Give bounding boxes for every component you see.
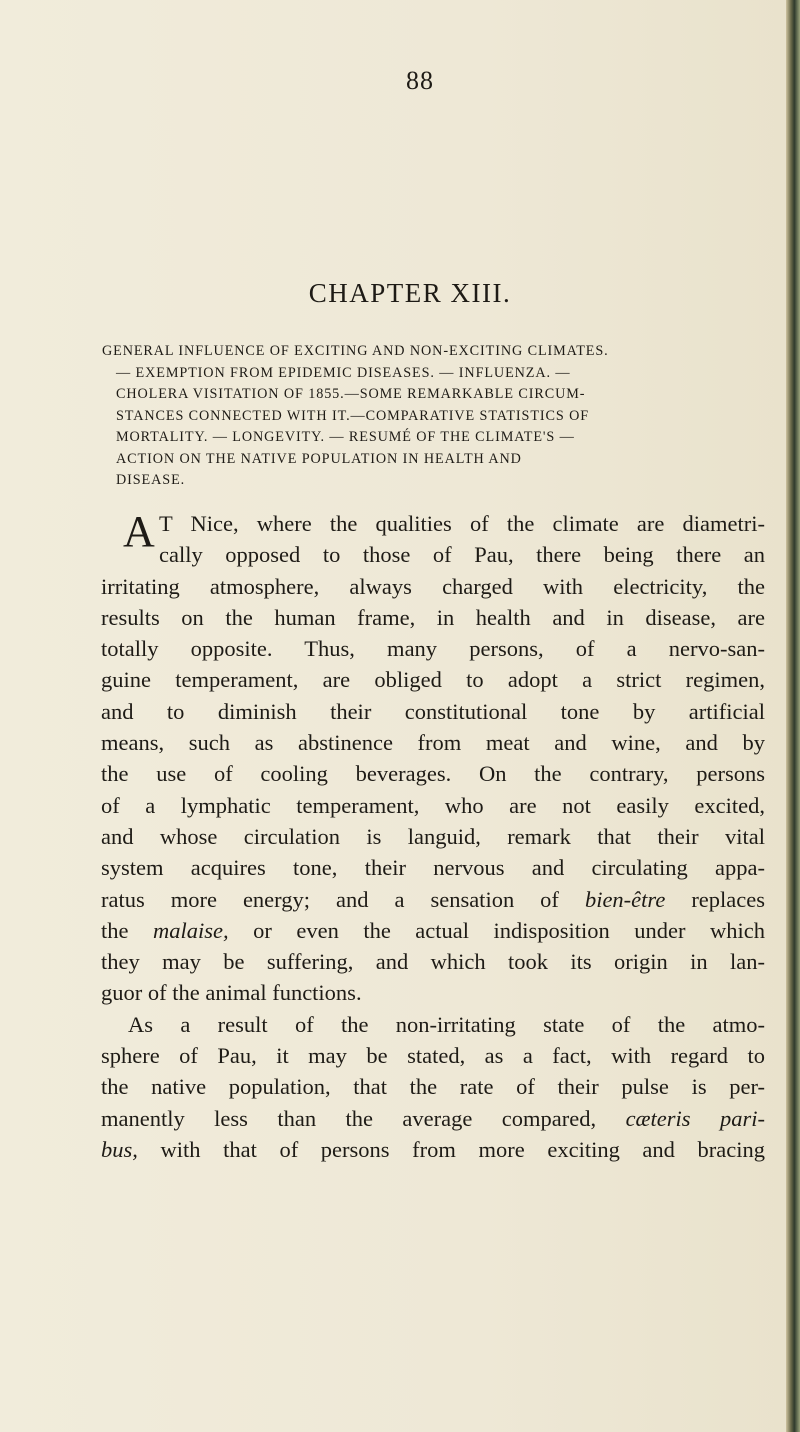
synopsis-line: DISEASE.: [116, 472, 186, 488]
text-line: sphere of Pau, it may be stated, as a fact, with regard to: [101, 1043, 765, 1069]
text-line: [101, 1103, 765, 1134]
text-segment: manently less than the average compared,: [101, 1105, 597, 1131]
text-line: totally opposite. Thus, many persons, of a nervo-san-: [101, 636, 765, 662]
text-line: system acquires tone, their nervous and circulating appa-: [101, 855, 765, 881]
text-line: guine temperament, are obliged to adopt a strict regimen,: [101, 667, 765, 693]
chapter-synopsis: [102, 341, 762, 492]
body-text: [101, 508, 765, 1165]
chapter-title: CHAPTER XIII.: [308, 278, 512, 308]
text-line: [101, 884, 765, 915]
text-line: [101, 915, 765, 946]
text-line: and whose circulation is languid, remark that their vital: [101, 823, 765, 849]
synopsis-line: CHOLERA VISITATION OF 1855.—SOME REMARKABLE CIRCUM-: [116, 386, 586, 402]
synopsis-line: ACTION ON THE NATIVE POPULATION IN HEALTH AND: [116, 450, 522, 467]
page-number: 88: [406, 66, 434, 95]
text-line: cally opposed to those of Pau, there being there an: [159, 542, 765, 568]
text-line: As a result of the non-irritating state of the atmo-: [128, 1011, 765, 1037]
synopsis-line: STANCES CONNECTED WITH IT.—COMPARATIVE STATISTICS OF: [116, 407, 590, 424]
page-binding-edge: [786, 0, 800, 1432]
synopsis-line: GENERAL INFLUENCE OF EXCITING AND NON-EXCITING CLIMATES.: [102, 343, 609, 359]
text-line: [101, 1134, 765, 1165]
text-line: the native population, that the rate of their pulse is per-: [101, 1074, 765, 1100]
text-line: and to diminish their constitutional tone by artificial: [101, 698, 765, 724]
text-line: the use of cooling beverages. On the contrary, persons: [101, 761, 765, 787]
italic-term: bien-être: [584, 886, 666, 912]
text-segment: the: [101, 917, 153, 943]
text-segment: ratus more energy; and a sensation of: [101, 886, 559, 912]
synopsis-line: MORTALITY. — LONGEVITY. — RESUMÉ OF THE CLIMATE'S —: [116, 429, 575, 445]
text-segment: replaces: [665, 886, 766, 912]
italic-term: cæteris pari-: [625, 1105, 765, 1131]
text-line: irritating atmosphere, always charged with electricity, the: [101, 573, 765, 599]
italic-term: bus,: [101, 1136, 138, 1162]
text-line: guor of the animal functions.: [101, 980, 362, 1006]
drop-cap: A: [123, 507, 155, 556]
text-line: results on the human frame, in health and in disease, are: [101, 604, 765, 630]
text-line: they may be suffering, and which took its origin in lan-: [101, 949, 765, 975]
synopsis-line: — EXEMPTION FROM EPIDEMIC DISEASES. — INFLUENZA. —: [116, 364, 571, 381]
text-line: of a lymphatic temperament, who are not easily excited,: [101, 792, 765, 818]
text-segment: with that of persons from more exciting and bracing: [137, 1136, 765, 1162]
text-line: T Nice, where the qualities of the climate are diametri-: [159, 511, 765, 536]
text-line: means, such as abstinence from meat and wine, and by: [101, 730, 765, 756]
italic-term: malaise,: [152, 917, 229, 943]
text-segment: or even the actual indisposition under which: [228, 917, 765, 943]
